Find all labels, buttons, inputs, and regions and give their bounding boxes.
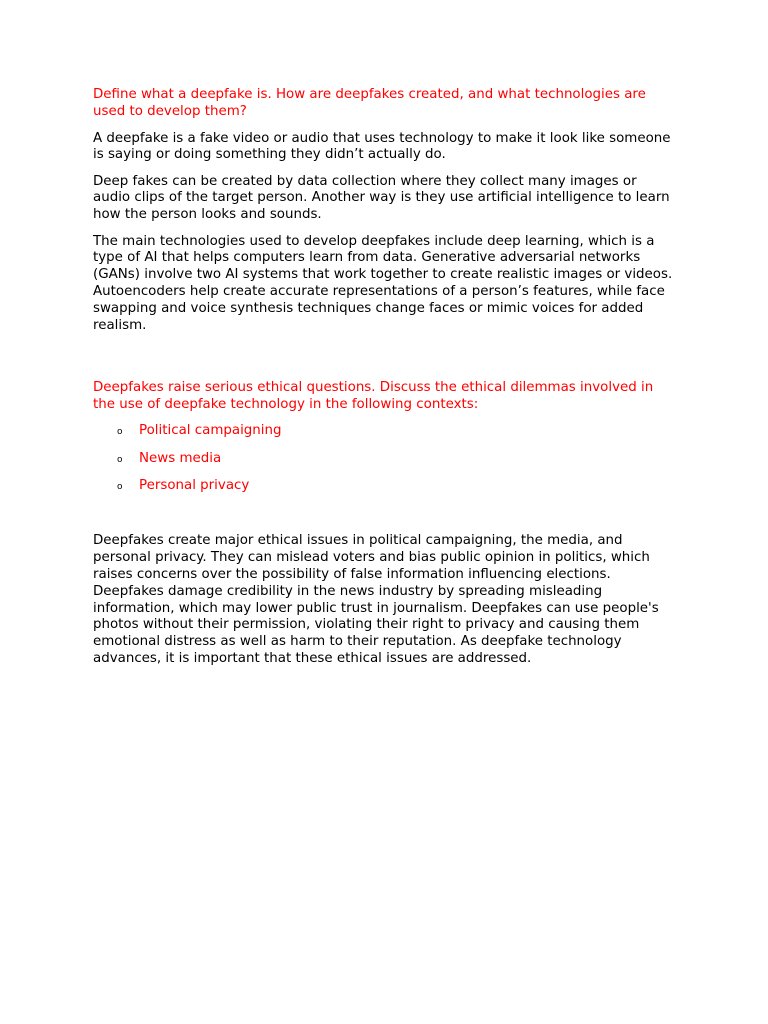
question-2: Deepfakes raise serious ethical questions. Discuss the ethical dilemmas involved in the use of deepfake technology in the following contexts:: [93, 379, 654, 412]
bullet-circle-icon: o: [117, 482, 123, 493]
answer-1-paragraph-1: A deepfake is a fake video or audio that uses technology to make it look like someone is saying or doing something they didn’t actually do.: [93, 130, 671, 163]
context-news-media: News media: [139, 450, 222, 466]
context-list: [93, 423, 676, 494]
answer-1-paragraph-3: The main technologies used to develop deepfakes include deep learning, which is a type of AI that helps computers learn from data. Generative adversarial networks (GANs) involve two AI systems that work together to create realistic images or videos. Autoencoders help create accurate representations of a person’s features, while face swapping and voice synthesis techniques change faces or mimic voices for added realism.: [93, 233, 673, 333]
context-personal-privacy: Personal privacy: [139, 478, 250, 494]
answer-2-paragraph: Deepfakes create major ethical issues in political campaigning, the media, and personal privacy. They can mislead voters and bias public opinion in politics, which raises concerns over the possibility of false information influencing elections. Deepfakes damage credibility in the news industry by spreading misleading information, which may lower public trust in journalism. Deepfakes can use people's photos without their permission, violating their right to privacy and causing them emotional distress as well as harm to their reputation. As deepfake technology advances, it is important that these ethical issues are addressed.: [93, 533, 659, 666]
spacer: [93, 344, 676, 380]
list-item: [117, 478, 676, 495]
context-political: Political campaigning: [139, 423, 282, 439]
bullet-circle-icon: o: [117, 427, 123, 438]
spacer: [93, 505, 676, 533]
question-1: Define what a deepfake is. How are deepfakes created, and what technologies are used to develop them?: [93, 87, 646, 119]
list-item: [117, 451, 676, 468]
list-item: [117, 423, 676, 440]
bullet-circle-icon: o: [117, 454, 123, 465]
answer-1-paragraph-2: Deep fakes can be created by data collection where they collect many images or audio clips of the target person. Another way is they use artificial intelligence to learn how the person looks and sounds.: [93, 173, 670, 223]
